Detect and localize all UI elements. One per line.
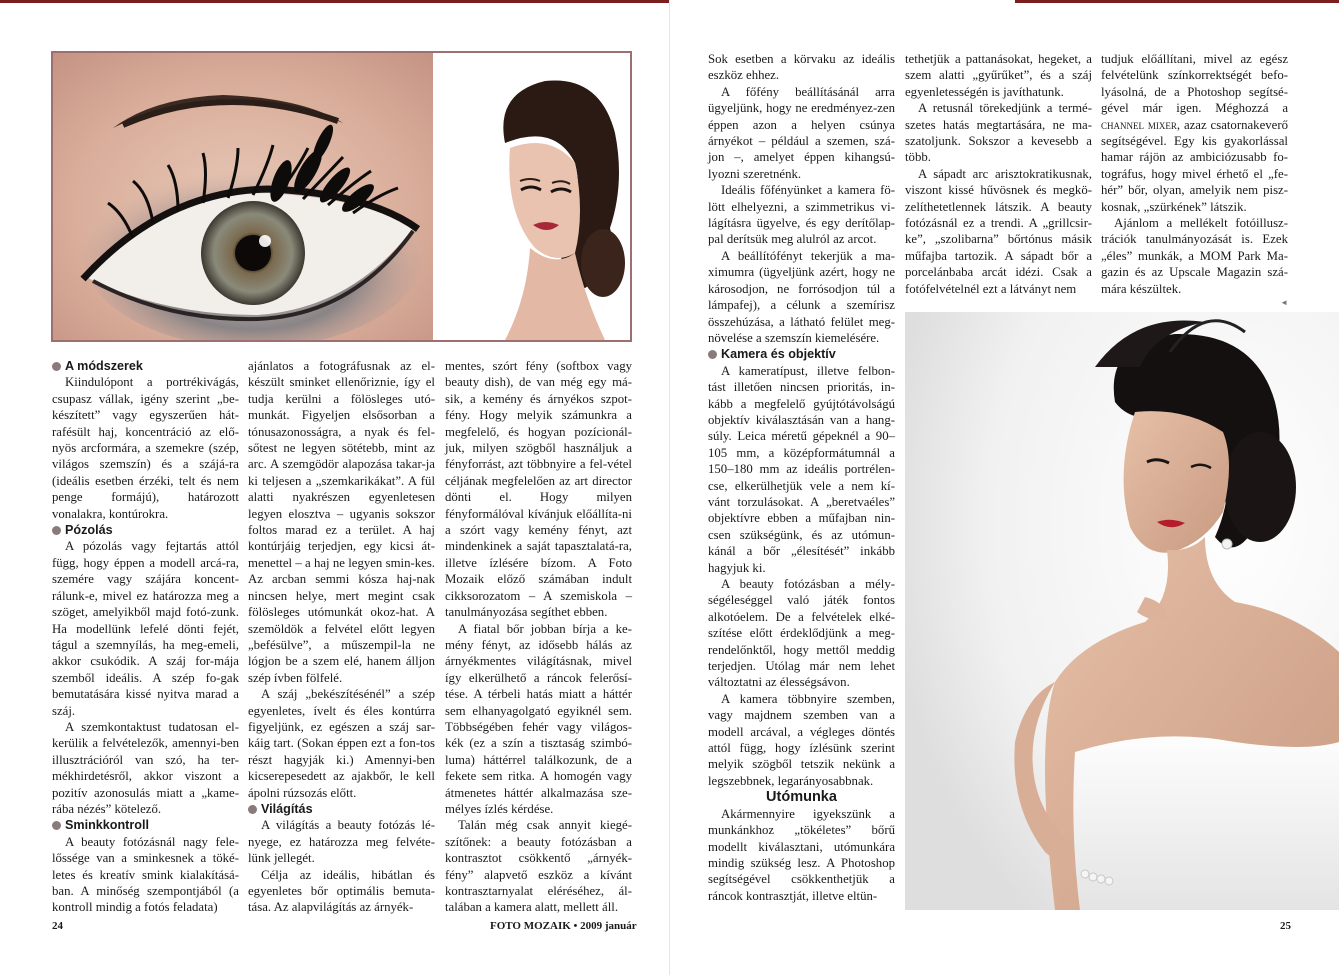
paragraph: Talán még csak annyit kiegé-szítőnek: a beauty fotózásban a kontrasztot csökkentő „árnyék-fény” alapvető eszköz a kívánt kontrasztarnyalat eléréséhez, ál-talában a kamera alatt, mellett áll. [445,818,632,915]
right-column-2 [905,51,1092,297]
small-caps-term: channel mixer [1101,117,1177,132]
magazine-footer: FOTO MOZAIK • 2009 január [490,920,637,932]
heading-vilagitas [248,801,435,817]
paragraph: A beauty fotózásban a mély-ségéleséggel való játék fontos alkotóelem. De a felvételek elké-szítése előtt érdeklődjünk a meg-rendelőnktől, hogy mettől meddig terjedjen. Utólag már nem lehet változtatni az élességsávon. [708,577,895,690]
paragraph: A főfény beállításánál arra ügyeljünk, hogy ne eredményez-zen éppen azon a helyen csúnya árnyékot – például a szemen, szá-jon –, amelyet éppen kihangsú-lyozni szeretnénk. [708,84,895,181]
right-column-1 [708,51,895,904]
heading-pozolas [52,522,239,538]
left-column-1 [52,358,239,916]
paragraph: A kameratípust, illetve felbon-tást illetően nincsen prioritás, in-kább a megfelelő gyújtótávolságú objektív kiválasztásán van a hang-súly. Leica méretű gépeknél a 90–105 mm, a középformátumnál a 150–180 mm az ideális portrélen-cse, elkerülhetjük vele a nem kí-vánt torzulásokat. A „beretvaéles” objektívre ebben a műfajban nin-csen szükségünk, és az utómun-kánál a bőr „élesítését” inkább hagyjuk ki. [708,363,895,575]
heading-text: A módszerek [65,359,143,373]
paragraph: A beauty fotózásnál nagy fele-lőssége van a sminkesnek a töké-letes és kreatív smink kialakításá-ban. A minőség szempontjából (a kontroll mindig a fotós feladata) [52,834,239,915]
paragraph: A pózolás vagy fejtartás attól függ, hogy éppen a modell arcá-ra, szemére vagy szájára koncent-rálunk-e, mivel ez határozza meg a szöget, amelyikből majd fotó-zunk. Ha modellünk lefelé dönti fejét, tágul a szemnyílás, ha meg-emeli, akkor csukódik. A száj for-mája szemből ideális. A szép fo-gak bemutatására kissé nyitva marad a száj. [52,539,239,718]
paragraph: Sok esetben a körvaku az ideális eszköz ehhez. [708,52,895,83]
paragraph: mentes, szórt fény (softbox vagy beauty dish), de van még egy má-sik, a kemény és árnyékos szpot-fény. Hogy melyik számunkra a megfelelő, és hogyan pozícionál-juk, milyen szögből használjuk a fényforrást, azt többnyire a fel-vétel céljának megfelelően az art director dönti el. Hogy milyen fényformálóval kívánjuk előállíta-ni a szórt vagy kemény fényt, azt mindenkinek a saját tapasztalatá-ra, illetve ízlésére bízom. A Foto Mozaik előző számában indult cikksorozatom – A szemiskola – tanulmányozása segíthet ebben. [445,359,632,620]
paragraph: A sápadt arc arisztokratikusnak, viszont kissé hűvösnek és megkö-zelíthetetlennek látszik. A beauty fotózásnál ez a trendi. A „grillcsir-ke”, „szolibarna” bőrtónus másik műfajba tartozik. A sápadt bőr a porcelánbaba arcát idézi. Csak a fotófelvételnél ezt a látványt nem [905,166,1092,296]
bullet-icon [52,821,61,830]
page-number-left: 24 [52,920,63,932]
heading-modszerek [52,358,239,374]
heading-sminkkontroll [52,817,239,833]
heading-text: Világítás [261,801,313,816]
heading-utomunka: Utómunka [766,789,837,806]
heading-kamera [708,346,895,362]
paragraph: A beállítófényt tekerjük a ma-ximumra (ügyeljünk azért, hogy ne károsodjon, ne forrósodjon túl a lámpafej), a célunk a szemírisz összehúzása, a látható felület meg-növelése a szemszín kiemelésére. [708,248,895,345]
paragraph: A száj „bekészítésénél” a szép egyenletes, ívelt és éles kontúrra figyeljünk, ez egészen a száj sar-káig tart. (Sokan éppen ezt a fon-tos részt hagyják ki.) Amennyi-ben kicserepesedett az ajakbőr, le kell ápolni rúzsozás előtt. [248,687,435,800]
paragraph: tethetjük a pattanásokat, hegeket, a szem alatti „gyűrűket”, és a száj egyenletességén is javíthatunk. [905,52,1092,99]
paragraph: Kiindulópont a portrékivágás, csupasz vállak, igény szerint „be-készített” vagy egyszerűen hát-rafésült haj, koncentráció az elő-nyös arcformára, a szemekre (szép, világos szemszín) és a szájá-ra (ideális esetben érzéki, telt és nem penge formájú), határozott vonalakra, kontúrokra. [52,375,239,521]
bullet-icon [52,526,61,535]
paragraph: Ideális főfényünket a kamera fö-lött elhelyezni, a szimmetrikus vi-lágításra ügyelve, és egy derítőlap-pal derítsük meg alulról az arcot. [708,183,895,247]
bullet-icon [248,805,257,814]
paragraph: Akármennyire igyekszünk a munkánkhoz „tökéletes” bőrű modellt kiválasztani, utómunkára mindig szükség lesz. A Photoshop segítségével csökkenthetjük a ráncok kontrasztját, illetve eltün- [708,806,895,903]
bride-portrait-image [905,312,1339,910]
left-column-3 [445,358,632,916]
heading-text: Sminkkontroll [65,818,149,833]
left-photo-frame [51,51,632,342]
heading-text: Kamera és objektív [721,347,836,362]
paragraph: A retusnál törekedjünk a termé-szetes hatás megtartására, ne ma-szatoljunk. Sokszor a kevesebb a több. [905,101,1092,165]
bullet-icon [52,362,61,371]
paragraph: A fiatal bőr jobban bírja a ke-mény fényt, az idősebb hálás az árnyékmentes világításnak, mivel így elkerülhető a ráncok felerősí-tése. A térbeli hatás miatt a háttér sem elhanyagolgató egyiknél sem. Többségében fehér vagy világos-kék (ez a szín a tisztaság szimbó-luma) háttérrel találkozunk, de a fekete sem ritka. A homogén vagy átmenetes háttér alkalmazása sze-mélyes ízlés kérdése. [445,621,632,816]
right-page [669,0,1339,975]
end-of-article-mark: ◄ [1280,298,1288,308]
paragraph [1101,51,1288,215]
paragraph: A világítás a beauty fotózás lé-nyege, ez határozza meg felvéte-lünk jellegét. [248,818,435,866]
bullet-icon [708,350,717,359]
paragraph: A kamera többnyire szemben, vagy majdnem szemben van a modell arcával, a végleges döntés attól függ, hogy ízlésünk szerint melyik szögből tetszik nekünk a legszebbnek, legarányosabbnak. [708,691,895,788]
left-page [0,0,669,975]
text-run: tudjuk előállítani, mivel az egész felvételünk színkorrektségét befo-lyásolná, de a Photoshop segítsé-gével már igen. Méghozzá a [1101,52,1288,116]
right-column-3 [1101,51,1288,312]
page-number-right: 25 [1280,920,1291,932]
paragraph: Célja az ideális, hibátlan és egyenletes bőr optimális bemuta-tása. Az alapvilágítás az árnyék- [248,867,435,915]
eye-makeup-photo [53,53,433,340]
woman-portrait-photo [435,53,630,340]
heading-text: Pózolás [65,523,113,538]
paragraph: ajánlatos a fotográfusnak az el-készült sminket ellenőriznie, így el tudja kerülni a fölösleges utó-munkát. Figyeljen elsősorban a tónusazonosságra, a nyak és fel-sőtest ne legyen sötétebb, mint az arc. A szemgödör alapozása takar-ja ki teljesen a „szemkarikákat”. A fül alatti nyakrészen egyenletesen legyen elosztva – ugyanis sokszor foltos marad ez a terület. A haj kontúrjáig terjedjen, egy kicsi át-menettel – a haj ne legyen smin-kes. Az arcban semmi kósza haj-nak nincsen helye, mert megint csak fölösleges utómunkát okoz-hat. A szemöldök a felvétel előtt legyen „befésülve”, a műszempil-la ne lógjon be a szem elé, hanem álljon szép ívben fölfelé. [248,359,435,685]
paragraph: Ajánlom a mellékelt fotóillusz-trációk tanulmányozását is. Ezek „éles” munkák, a MOM Park Ma-gazin és az Upscale Magazin szá-mára készültek. [1101,216,1288,296]
paragraph: A szemkontaktust tudatosan el-kerülik a felvételezők, amennyi-ben illusztrációról van szó, ha ter-mékhirdetésről, akkor viszont a pozitív azonosulás miatt a „kame-rába nézés” kötelező. [52,719,239,816]
text-run: , azaz csatornakeverő segítségével. Egy kis gyakorlással hamar rájön az ambiciózusabb fo-tográfus, hogy mivel érhető el „fe-hér” bőr, olyan, amelyik nem pisz-kosnak, „szürkének” látszik. [1101,117,1288,214]
bride-photo [905,312,1339,910]
left-column-2 [248,358,435,916]
